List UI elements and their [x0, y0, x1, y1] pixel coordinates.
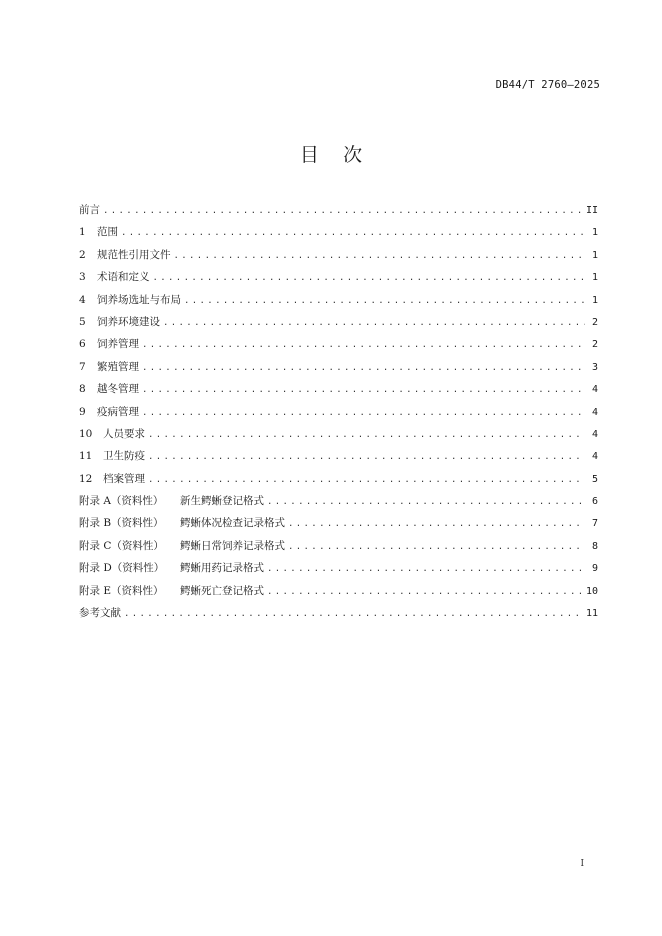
- toc-entry[interactable]: [79, 423, 598, 445]
- toc-entry-label: 鳄蜥体况检查记录格式: [180, 517, 285, 530]
- toc-entry[interactable]: [79, 490, 598, 512]
- toc-entry-page: 1: [591, 272, 598, 284]
- toc-entry-label: 参考文献: [79, 607, 121, 620]
- table-of-contents: [79, 199, 598, 624]
- toc-entry-page: 9: [591, 563, 598, 575]
- toc-entry-number: 3: [79, 271, 86, 284]
- toc-dot-leader: [142, 334, 585, 356]
- toc-entry-appendix-prefix: 附录 A（资料性）: [79, 495, 164, 508]
- toc-dot-leader: [174, 245, 586, 267]
- toc-entry-page: II: [585, 205, 598, 216]
- toc-dot-leader: [148, 446, 585, 468]
- toc-dot-leader: [124, 603, 581, 625]
- toc-entry-number: 8: [79, 383, 86, 396]
- toc-entry[interactable]: [79, 333, 598, 355]
- toc-entry-number: 10: [79, 427, 93, 440]
- toc-entry-page: 1: [591, 227, 598, 239]
- toc-dot-leader: [288, 536, 585, 558]
- toc-entry[interactable]: [79, 289, 598, 311]
- toc-dot-leader: [163, 312, 585, 334]
- toc-entry-label: 繁殖管理: [97, 360, 139, 373]
- toc-entry-number: 9: [79, 405, 86, 418]
- toc-entry[interactable]: [79, 557, 598, 579]
- toc-entry-page: 2: [591, 339, 598, 351]
- toc-entry-appendix-prefix: 附录 E（资料性）: [79, 584, 164, 597]
- toc-entry-page: 6: [591, 496, 598, 508]
- toc-entry-number: 4: [79, 293, 86, 306]
- toc-entry[interactable]: [79, 535, 598, 557]
- page-title: 目 次: [299, 144, 363, 166]
- toc-entry-label: 前言: [79, 204, 100, 216]
- toc-dot-leader: [184, 290, 585, 312]
- toc-entry-label: 鳄蜥日常饲养记录格式: [180, 539, 285, 552]
- toc-entry[interactable]: [79, 244, 598, 266]
- toc-dot-leader: [267, 491, 585, 513]
- toc-entry-page: 8: [591, 540, 598, 552]
- toc-entry-appendix-prefix: 附录 C（资料性）: [79, 539, 164, 552]
- toc-entry[interactable]: [79, 356, 598, 378]
- toc-entry-page: 4: [591, 451, 598, 463]
- toc-entry-page: 4: [591, 406, 598, 418]
- toc-dot-leader: [153, 267, 586, 289]
- page-number: I: [580, 859, 584, 869]
- toc-dot-leader: [267, 581, 581, 603]
- toc-dot-leader: [103, 200, 581, 222]
- toc-entry-page: 10: [585, 585, 598, 597]
- toc-entry-page: 3: [591, 361, 598, 373]
- toc-entry[interactable]: [79, 602, 598, 624]
- toc-entry[interactable]: [79, 401, 598, 423]
- toc-entry-label: 鳄蜥用药记录格式: [180, 562, 264, 575]
- toc-entry-page: 7: [591, 518, 598, 530]
- toc-entry-page: 4: [591, 384, 598, 396]
- toc-entry-label: 档案管理: [103, 472, 145, 485]
- toc-entry-number: 11: [79, 450, 93, 463]
- toc-entry-number: 2: [79, 248, 86, 261]
- toc-entry[interactable]: [79, 512, 598, 534]
- toc-entry-label: 卫生防疫: [103, 450, 145, 463]
- toc-entry-number: 5: [79, 315, 86, 328]
- toc-entry[interactable]: [79, 580, 598, 602]
- toc-dot-leader: [142, 402, 585, 424]
- toc-entry-number: 1: [79, 226, 86, 239]
- toc-entry-page: 5: [591, 473, 598, 485]
- toc-entry[interactable]: [79, 199, 598, 221]
- document-code: DB44/T 2760—2025: [495, 79, 600, 91]
- toc-entry-appendix-prefix: 附录 B（资料性）: [79, 517, 164, 530]
- toc-entry-page: 1: [591, 249, 598, 261]
- toc-entry-label: 规范性引用文件: [97, 248, 171, 261]
- toc-dot-leader: [148, 424, 585, 446]
- toc-dot-leader: [121, 222, 585, 244]
- toc-entry-page: 1: [591, 294, 598, 306]
- toc-entry-page: 4: [591, 428, 598, 440]
- toc-entry-page: 2: [591, 316, 598, 328]
- toc-entry-label: 越冬管理: [97, 383, 139, 396]
- toc-entry[interactable]: [79, 378, 598, 400]
- toc-entry-label: 人员要求: [103, 427, 145, 440]
- toc-entry-label: 饲养环境建设: [97, 315, 160, 328]
- toc-entry-number: 12: [79, 472, 93, 485]
- toc-entry-number: 6: [79, 338, 86, 351]
- toc-entry-appendix-prefix: 附录 D（资料性）: [79, 562, 165, 575]
- toc-entry-label: 饲养管理: [97, 338, 139, 351]
- toc-dot-leader: [288, 513, 585, 535]
- toc-entry-label: 新生鳄蜥登记格式: [180, 495, 264, 508]
- toc-entry-label: 鳄蜥死亡登记格式: [180, 584, 264, 597]
- toc-entry-label: 饲养场选址与布局: [97, 293, 181, 306]
- toc-entry-label: 术语和定义: [97, 271, 150, 284]
- toc-dot-leader: [142, 357, 585, 379]
- toc-entry[interactable]: [79, 311, 598, 333]
- toc-entry-number: 7: [79, 360, 86, 373]
- toc-entry[interactable]: [79, 266, 598, 288]
- toc-entry[interactable]: [79, 221, 598, 243]
- toc-dot-leader: [142, 379, 585, 401]
- toc-entry[interactable]: [79, 445, 598, 467]
- toc-dot-leader: [148, 469, 585, 491]
- toc-entry-page: 11: [585, 608, 598, 620]
- toc-entry[interactable]: [79, 468, 598, 490]
- toc-entry-label: 疫病管理: [97, 405, 139, 418]
- toc-dot-leader: [267, 558, 585, 580]
- toc-entry-label: 范围: [97, 226, 118, 239]
